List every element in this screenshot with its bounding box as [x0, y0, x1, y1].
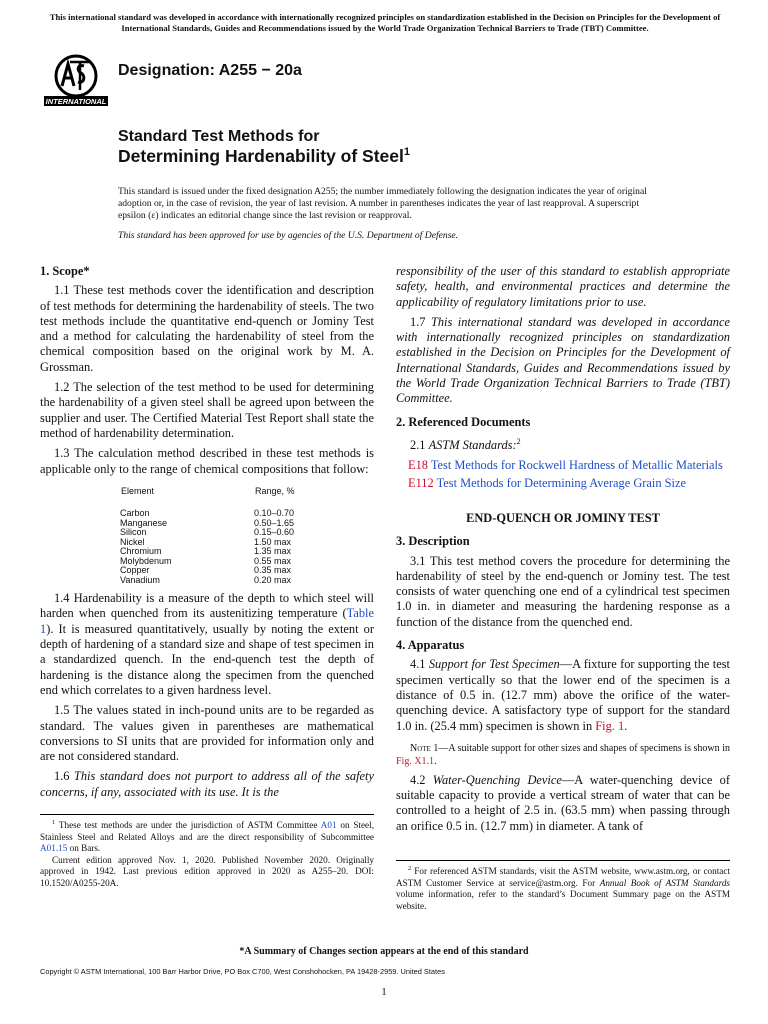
footnote-2-mark: 2	[516, 436, 521, 446]
fig-1-link[interactable]: Fig. 1	[595, 718, 625, 733]
para-4-2-number: 4.2	[410, 772, 433, 787]
para-1-6-continued-text: responsibility of the user of this standard to establish appropriate safety, health, and environmental practices and determine the applicability of regulatory limitations prior to use.	[396, 264, 730, 309]
e18-link[interactable]: E18	[408, 458, 428, 473]
title-line-2	[118, 146, 410, 167]
para-4-2	[396, 773, 730, 834]
element-range: 0.15–0.60	[254, 527, 295, 538]
designation: Designation: A255 − 20a	[118, 62, 302, 79]
para-4-1-text-b: .	[624, 718, 628, 733]
footnote-1-text-a: These test methods are under the jurisdiction of ASTM Committee	[55, 820, 321, 831]
para-2-1-text: ASTM Standards:	[428, 438, 517, 453]
para-1-4-text-b: ). It is measured quantitatively, usually by noting the extent or depth of hardening of a standard size and shape of test specimen in a standardized quench. In the end-quench test the depth of hardening is the distance along the specimen from the quenched end which correlates to a given hardness level.	[40, 621, 374, 697]
a01-link[interactable]: A01	[320, 820, 337, 831]
title-text: Determining Hardenability of Steel	[118, 146, 404, 166]
para-1-4-text-a: 1.4 Hardenability is a measure of the depth to which steel will harden when quenched from its austenitizing temperature (	[40, 591, 374, 621]
approval-note: This standard has been approved for use by agencies of the U.S. Department of Defense.	[118, 230, 459, 241]
e112-link[interactable]: E112	[408, 475, 434, 490]
scope-heading: 1. Scope*	[40, 264, 90, 278]
element-name: Vanadium	[120, 574, 160, 585]
para-1-7	[396, 315, 730, 407]
table-header-range: Range, %	[255, 485, 295, 496]
para-4-2-term: Water-Quenching Device	[432, 772, 562, 787]
astm-logo	[40, 52, 112, 108]
element-range: 0.35 max	[254, 565, 292, 576]
footnote-1-para-1	[40, 817, 374, 855]
summary-of-changes-note: *A Summary of Changes section appears at the end of this standard	[239, 946, 529, 957]
note-1-end: .	[434, 755, 437, 767]
para-2-1-number: 2.1	[410, 438, 429, 453]
note-1-label: Note 1	[410, 742, 439, 754]
element-name: Nickel	[120, 536, 145, 547]
issuance-note: This standard is issued under the fixed designation A255; the number immediately following the designation indicates the year of original adoption or, in the case of revision, the year of last revision. A number in parentheses indicates the year of last reapproval. A superscript epsilon (ε) indicates an editorial change since the last revision or reapproval.	[118, 186, 647, 222]
para-1-4	[40, 591, 374, 698]
para-1-6-continued	[396, 264, 730, 310]
footnote-1	[40, 814, 374, 890]
para-1-2: 1.2 The selection of the test method to be used for determining the hardenability of a given steel shall be agreed upon between the supplier and user. The Certified Material Test Report shall state the method of hardenability determination.	[40, 380, 374, 440]
reference-e112	[396, 476, 730, 491]
element-name: Chromium	[120, 546, 162, 557]
element-name: Molybdenum	[120, 555, 172, 566]
para-1-5: 1.5 The values stated in inch-pound units are to be regarded as standard. The values given in parentheses are mathematical conversions to SI units that are provided for information only and are not considered standard.	[40, 703, 374, 764]
left-column	[40, 264, 374, 805]
element-range: 1.35 max	[254, 546, 292, 557]
apparatus-heading: 4. Apparatus	[396, 638, 465, 653]
para-1-6-text: This standard does not purport to address all of the safety concerns, if any, associated with its use. It is the	[40, 769, 374, 799]
table-1-link[interactable]: Table 1	[40, 606, 374, 636]
description-heading: 3. Description	[396, 534, 470, 549]
para-1-7-text: This international standard was developed in accordance with internationally recognized principles on standardization established in the Decision on Principles for the Development of International Standards, Guides and Recommendations issued by the World Trade Organization Technical Barriers to Trade (TBT) Committee.	[396, 314, 730, 406]
astm-logo-icon	[40, 52, 112, 108]
element-range: 0.10–0.70	[254, 508, 295, 519]
para-1-3: 1.3 The calculation method described in these test methods is applicable only to the range of chemical compositions that follow:	[40, 446, 374, 476]
reference-e18	[396, 458, 730, 473]
title-footnote-mark: 1	[403, 146, 411, 159]
title-line-1: Standard Test Methods for	[118, 128, 320, 145]
element-range: 1.50 max	[254, 536, 292, 547]
e18-title-link[interactable]: Test Methods for Rockwell Hardness of Metallic Materials	[427, 458, 723, 473]
element-name: Copper	[120, 565, 150, 576]
element-name: Manganese	[120, 517, 168, 528]
a01-15-link[interactable]: A01.15	[40, 843, 68, 854]
footnote-2-mark-bottom: 2	[408, 865, 412, 872]
composition-table	[120, 483, 296, 585]
footnote-1-text-b: on Steel, Stainless Steel and Related Alloys and are the direct responsibility of Subcommittee	[40, 820, 374, 842]
footnote-2-italic: Annual Book of ASTM Standards	[599, 877, 730, 888]
footnote-2-text-b: volume information, refer to the standard’s Document Summary page on the ASTM website.	[396, 889, 730, 911]
table-header-row	[120, 483, 296, 509]
logo-text: INTERNATIONAL	[45, 97, 107, 106]
footnote-2	[396, 860, 730, 912]
para-1-6	[40, 769, 374, 800]
element-range: 0.55 max	[254, 555, 292, 566]
para-4-1-term: Support for Test Specimen	[428, 657, 560, 672]
e112-title-link[interactable]: Test Methods for Determining Average Grain Size	[433, 475, 686, 490]
note-1	[396, 742, 730, 768]
footnote-1-para-2: Current edition approved Nov. 1, 2020. Published November 2020. Originally approved in 1942. Last previous edition approved in 2020 as A255–20. DOI: 10.1520/A0255-20A.	[40, 854, 374, 889]
element-range: 0.50–1.65	[254, 517, 295, 528]
table-row	[120, 576, 296, 586]
footnote-1-text-c: on Bars.	[67, 843, 101, 854]
para-4-2-text: —A water-quenching device of suitable capacity to provide a vertical stream of water that can be controlled to a height of 2.5 in. (63.5 mm) when passing through an orifice 0.5 in. (12.7 mm) in diameter. A tank of	[396, 772, 731, 833]
element-range: 0.20 max	[254, 574, 292, 585]
para-2-1	[396, 434, 730, 453]
para-3-1: 3.1 This test method covers the procedure for determining the hardenability of steel by the end-quench or Jominy test. The test consists of water quenching one end of a cylindrical test specimen 1.0 in. in diameter and measuring the hardening response as a function of the distance from the quenched end.	[396, 553, 730, 629]
para-4-1	[396, 657, 730, 733]
para-4-1-number: 4.1	[410, 657, 429, 672]
note-1-text: —A suitable support for other sizes and shapes of specimens is shown in	[438, 742, 730, 754]
end-quench-heading: END-QUENCH OR JOMINY TEST	[466, 510, 660, 525]
fig-x1-1-link[interactable]: Fig. X1.1	[396, 755, 435, 767]
footnote-1-mark: 1	[52, 819, 56, 826]
element-name: Carbon	[120, 508, 150, 519]
tbt-notice: This international standard was developed in accordance with internationally recognized principles on standardization established in the Decision on Principles for the Development of International Standards, Guides and Recommendations issued by the World Trade Organization Technical Barriers to Trade (TBT) Committee.	[49, 12, 721, 33]
footnote-2-para	[396, 863, 730, 912]
table-header-element: Element	[121, 485, 155, 496]
para-1-1: 1.1 These test methods cover the identification and description of test methods for determining the hardenability of steels. The two test methods include the quantitative end-quench or Jominy Test and a method for calculating the hardenability of steel from the chemical composition based on the original work by M. A. Grossman.	[40, 283, 374, 374]
element-name: Silicon	[120, 527, 147, 538]
page-number: 1	[381, 986, 387, 998]
right-column	[396, 264, 730, 839]
para-1-6-number: 1.6	[54, 769, 74, 784]
footnote-2-text-a: For referenced ASTM standards, visit the ASTM website, www.astm.org, or contact ASTM Customer Service at service@astm.org. For	[396, 866, 730, 888]
para-4-1-text-a: —A fixture for supporting the test specimen vertically so that the lower end of the specimen is a distance of 0.5 in. (12.7 mm) above the orifice of the water-quenching device. A satisfactory type of support for the standard 1.0 in. (25.4 mm) specimen is shown in	[396, 657, 730, 733]
para-1-7-number: 1.7	[410, 314, 431, 329]
copyright: Copyright © ASTM International, 100 Barr Harbor Drive, PO Box C700, West Conshohocken, PA 19428-2959. United States	[40, 967, 445, 976]
referenced-documents-heading: 2. Referenced Documents	[396, 414, 531, 429]
